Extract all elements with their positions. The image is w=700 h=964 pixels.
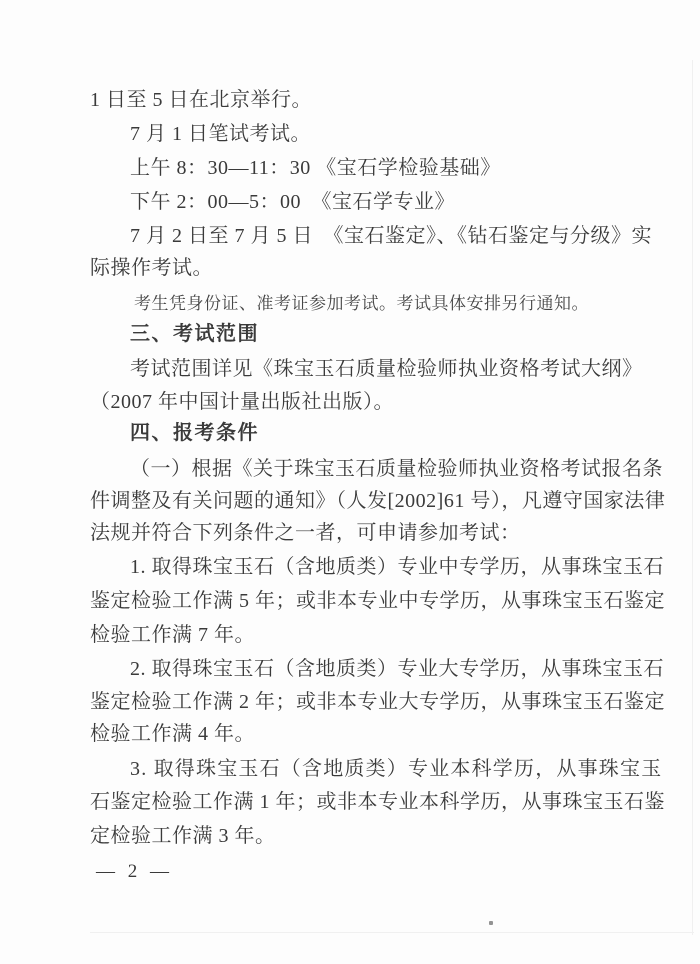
line-req-intro-2: 件调整及有关问题的通知》（人发[2002]61 号），凡遵守国家法律 (90, 490, 666, 512)
scan-edge-bottom-artifact (90, 932, 694, 933)
line-exam-location: 1 日至 5 日在北京举行。 (90, 89, 312, 111)
heading-exam-scope: 三、考试范围 (130, 323, 259, 345)
line-condition3-part3: 定检验工作满 3 年。 (90, 825, 276, 847)
scan-speck-artifact (489, 921, 493, 925)
scan-edge-right-artifact (692, 60, 693, 935)
line-condition1-part1: 1. 取得珠宝玉石（含地质类）专业中专学历，从事珠宝玉石 (130, 556, 664, 578)
line-practical-exam-cont: 际操作考试。 (90, 257, 213, 279)
line-exam-scope-ref: 考试范围详见《珠宝玉石质量检验师执业资格考试大纲》 (130, 358, 643, 380)
line-morning-session: 上午 8：30—11：30 《宝石学检验基础》 (130, 157, 501, 179)
line-condition1-part2: 鉴定检验工作满 5 年；或非本专业中专学历，从事珠宝玉石鉴定 (90, 590, 665, 612)
line-exam-notice: 考生凭身份证、准考证参加考试。考试具体安排另行通知。 (134, 294, 589, 313)
line-req-intro-3: 法规并符合下列条件之一者，可申请参加考试： (90, 522, 521, 544)
line-condition2-part3: 检验工作满 4 年。 (90, 723, 255, 745)
heading-application-requirements: 四、报考条件 (130, 422, 259, 444)
line-condition2-part2: 鉴定检验工作满 2 年；或非本专业大专学历，从事珠宝玉石鉴定 (90, 691, 665, 713)
line-req-intro-1: （一）根据《关于珠宝玉石质量检验师执业资格考试报名条 (130, 458, 663, 480)
line-afternoon-session: 下午 2：00—5：00 《宝石学专业》 (130, 191, 455, 213)
line-practical-exam-dates: 7 月 2 日至 7 月 5 日 《宝石鉴定》、《钻石鉴定与分级》实 (130, 225, 652, 247)
line-condition2-part1: 2. 取得珠宝玉石（含地质类）专业大专学历，从事珠宝玉石 (130, 658, 664, 680)
line-condition3-part2: 石鉴定检验工作满 1 年；或非本专业本科学历，从事珠宝玉石鉴 (90, 791, 665, 813)
line-condition3-part1: 3. 取得珠宝玉石（含地质类）专业本科学历，从事珠宝玉 (130, 758, 663, 780)
line-condition1-part3: 检验工作满 7 年。 (90, 624, 255, 646)
line-exam-scope-publisher: （2007 年中国计量出版社出版）。 (90, 391, 394, 413)
page-number: — 2 — (96, 861, 173, 882)
line-written-exam-date: 7 月 1 日笔试考试。 (130, 123, 311, 145)
